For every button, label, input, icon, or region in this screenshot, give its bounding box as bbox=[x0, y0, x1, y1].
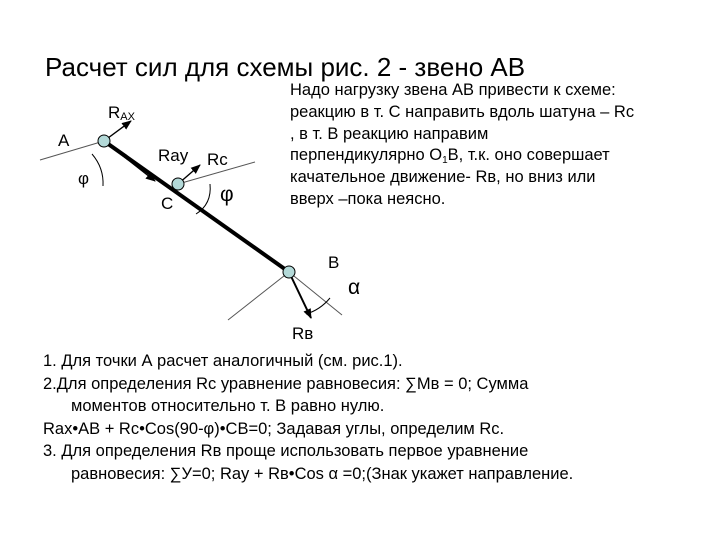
note-2-line-3: Rax•AB + Rc•Cos(90-φ)•CB=0; Задавая углы, определим Rc. bbox=[43, 419, 505, 438]
label-rc: Rc bbox=[207, 150, 228, 169]
description-line: перпендикулярно $О_1В$, т.к. оно совершает bbox=[290, 146, 610, 167]
joint-c bbox=[172, 178, 184, 190]
note-2-line-2: моментов относительно т. В равно нулю. bbox=[71, 397, 385, 416]
phi-arc-left bbox=[92, 154, 103, 186]
label-point-a: А bbox=[58, 131, 70, 150]
joint-b bbox=[283, 266, 295, 278]
page-title: Расчет сил для схемы рис. 2 - звено АВ bbox=[45, 52, 526, 82]
guide-line-b-right bbox=[289, 272, 342, 315]
notes-list bbox=[43, 350, 713, 486]
label-ray: Ray bbox=[158, 146, 189, 165]
label-point-b: В bbox=[328, 253, 340, 272]
note-3-line-2: равновесия: ∑У=0; Ray + Rв•Cos α =0;(Знак укажет направление. bbox=[71, 464, 574, 483]
note-2-line-1: 2.Для определения Rc уравнение равновесия: ∑Мв = 0; Сумма bbox=[43, 374, 529, 393]
link-ab bbox=[104, 141, 289, 272]
ray-arrow bbox=[104, 141, 155, 181]
description-line: качательное движение- Rв, но вниз или bbox=[290, 168, 596, 187]
label-rax: RАХ bbox=[108, 103, 135, 123]
label-rb: Rв bbox=[292, 324, 314, 343]
description-line: Надо нагрузку звена АВ привести к схеме: bbox=[290, 81, 616, 99]
alpha-arc bbox=[306, 298, 330, 314]
description-line: реакцию в т. С направить вдоль шатуна – Rc bbox=[290, 102, 635, 121]
label-phi-right: φ bbox=[220, 183, 234, 206]
note-3-line-1: 3. Для определения Rв проще использовать первое уравнение bbox=[43, 442, 529, 461]
label-point-c: С bbox=[161, 194, 174, 213]
label-alpha: α bbox=[348, 276, 361, 299]
rb-arrow bbox=[289, 272, 311, 318]
description-line: вверх –пока неясно. bbox=[290, 189, 446, 208]
note-1: 1. Для точки А расчет аналогичный (см. рис.1). bbox=[43, 352, 403, 370]
joint-a bbox=[98, 135, 110, 147]
guide-line-b-left bbox=[228, 272, 289, 320]
label-phi-left: φ bbox=[78, 169, 90, 188]
description-text bbox=[290, 80, 720, 211]
description-line: , в т. В реакцию направим bbox=[290, 124, 489, 143]
